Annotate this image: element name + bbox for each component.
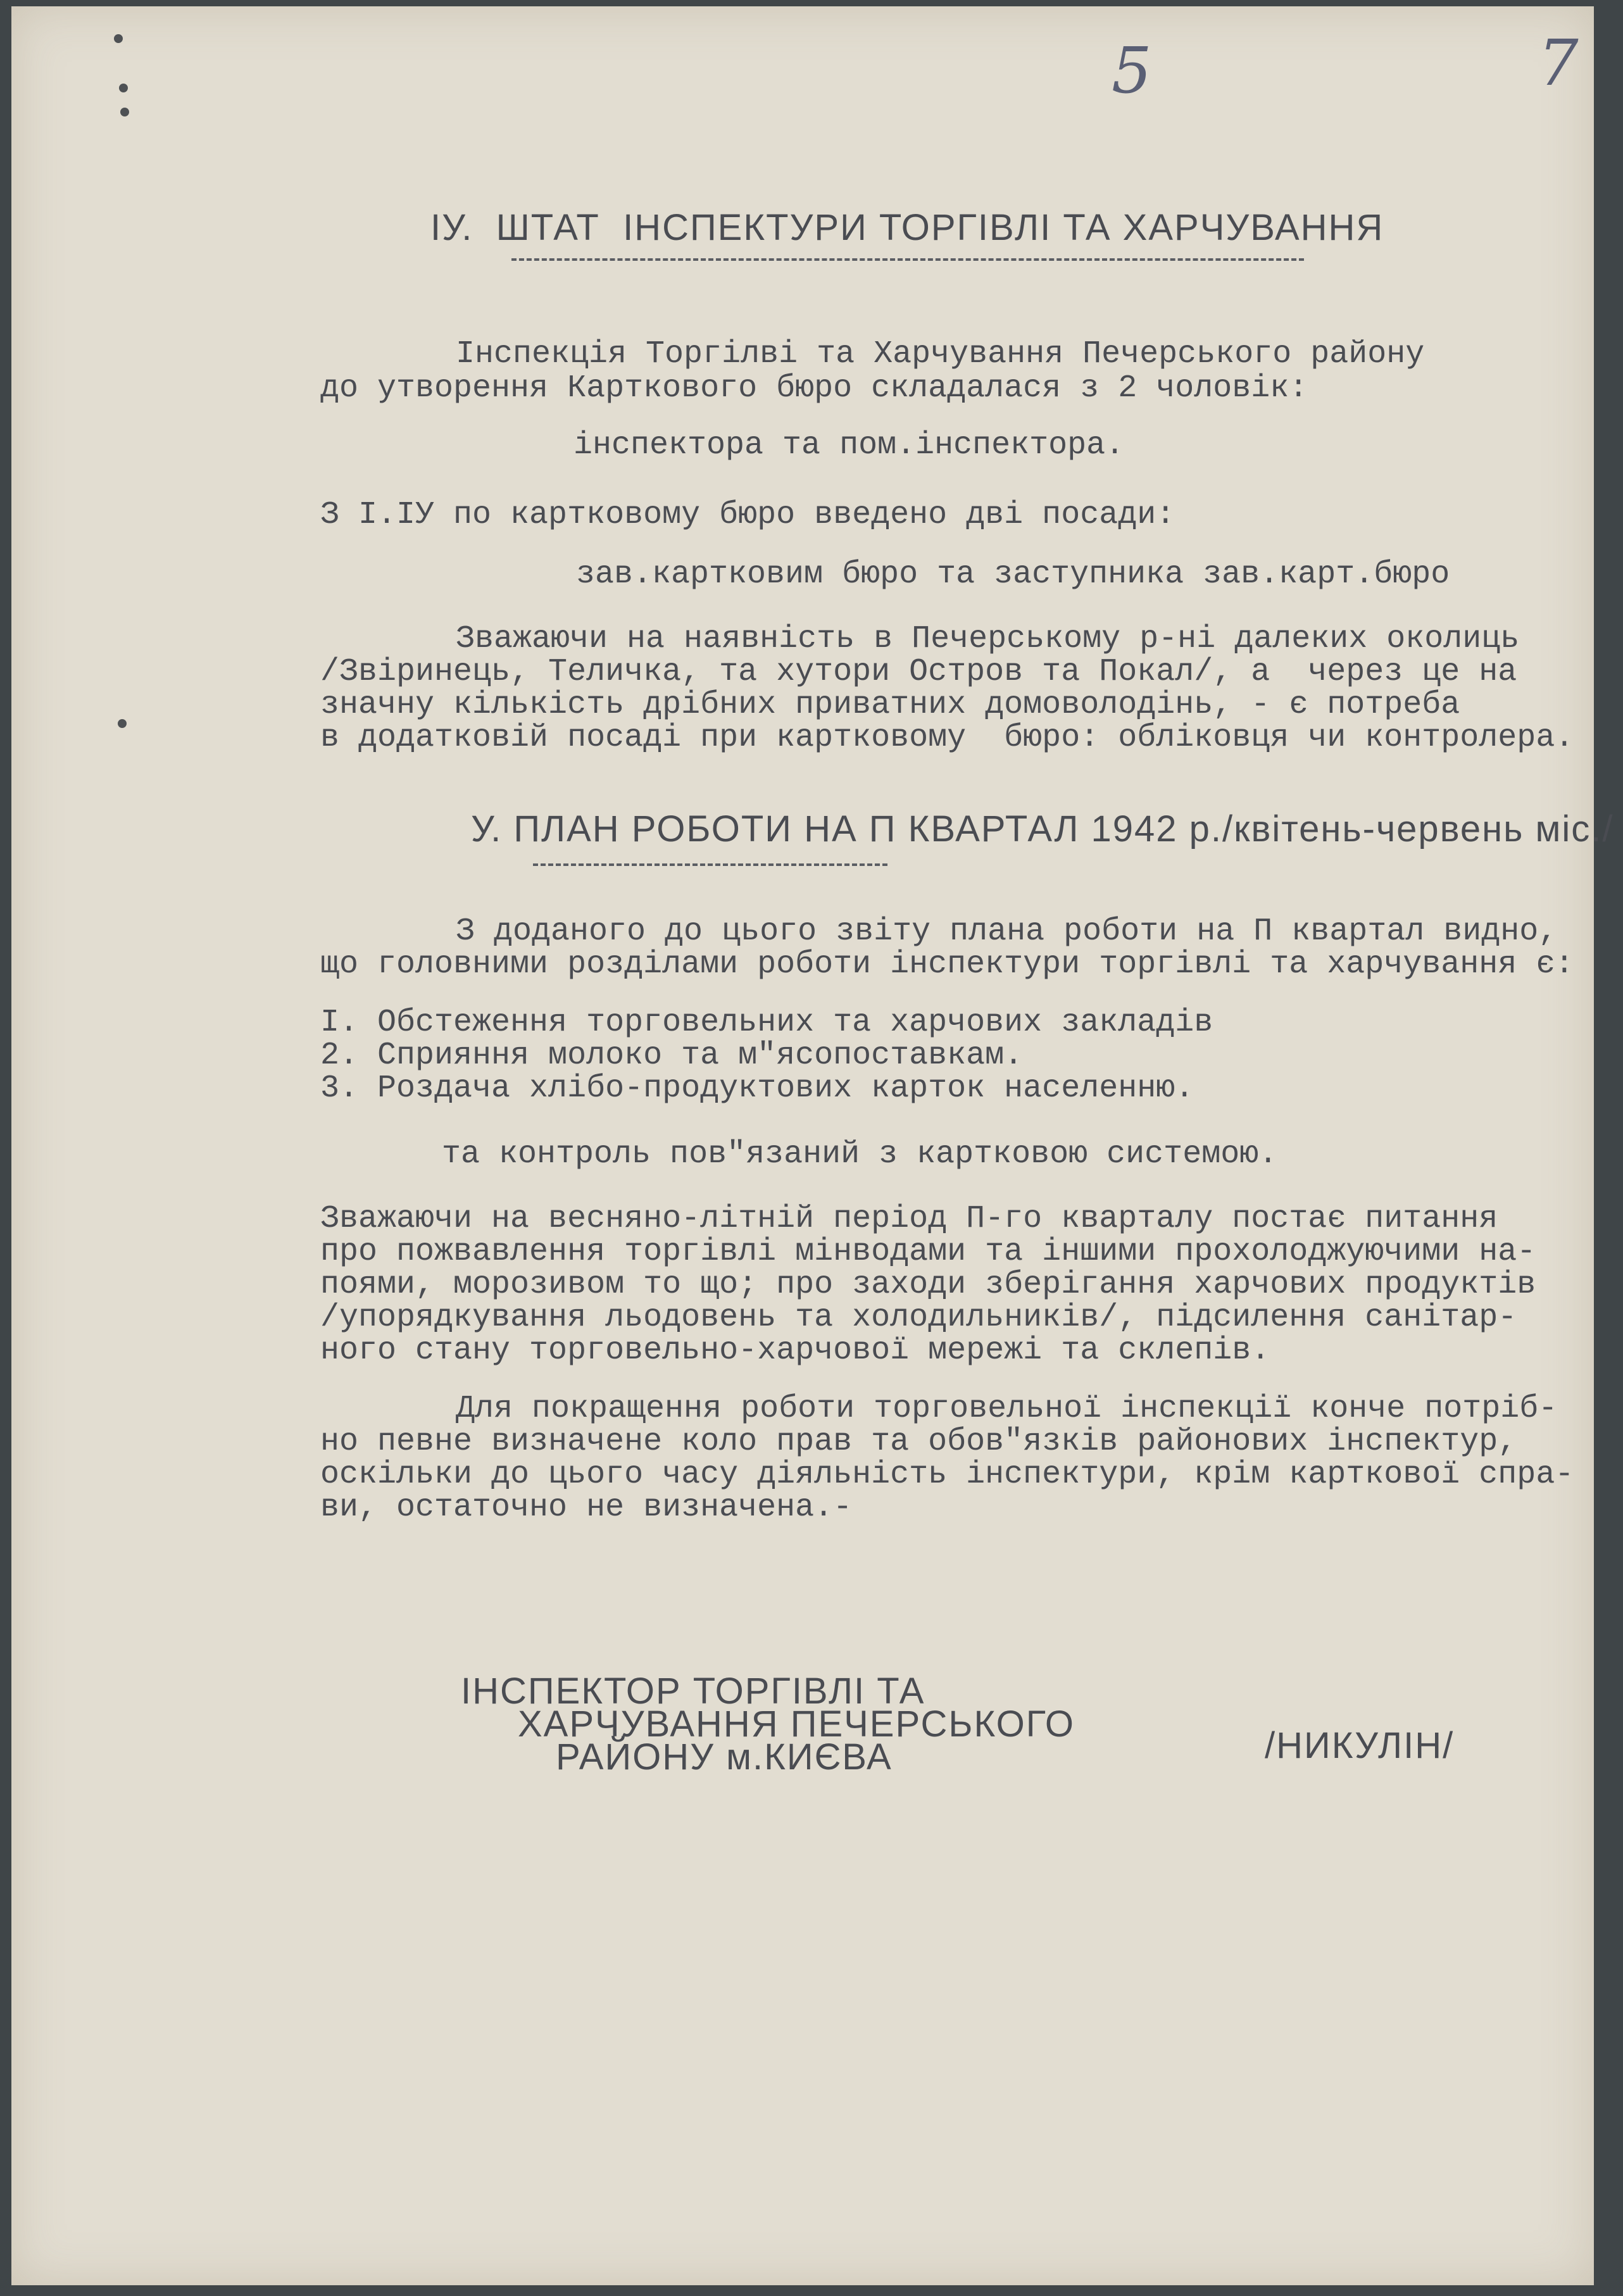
section-4-paragraph-line: до утворення Карткового бюро складалася з 2 чоловік: [320,370,1308,406]
section-4-paragraph-line: Зважаючи на наявність в Печерському р-ні далеких околиць [456,621,1520,657]
section-5-paragraph-line: ного стану торговельно-харчової мережі та склепів. [320,1333,1270,1369]
list-item: І. Обстеження торговельних та харчових закладів [320,1005,1213,1041]
section-4-paragraph-line: Інспекція Торгілві та Харчування Печерського району [456,336,1425,372]
section-5-paragraph-line: Зважаючи на весняно-літній період П-го кварталу постає питання [320,1201,1498,1237]
list-item: 3. Роздача хлібо-продуктових карток населенню. [320,1070,1194,1107]
punch-hole [114,34,123,43]
signature-title-line: РАЙОНУ м.КИЄВА [556,1736,893,1778]
section-5-paragraph-line: поями, морозивом то що; про заходи зберігання харчових продуктів [320,1267,1536,1303]
document-page [11,6,1614,2285]
signature-title-line: ІНСПЕКТОР ТОРГІВЛІ ТА [461,1671,925,1712]
list-item: 2. Сприяння молоко та м"ясопоставкам. [320,1038,1024,1074]
signatory-name: /НИКУЛІН/ [1265,1725,1455,1766]
handwritten-folio-number: 7 [1538,26,1579,100]
section-5-paragraph-line: ви, остаточно не визначена.- [320,1490,853,1526]
section-5-paragraph-line: що головними розділами роботи інспектури торгівлі та харчування є: [320,946,1574,982]
handwritten-page-number: 5 [1112,34,1152,108]
section-4-heading-underline [511,258,1304,261]
section-4-paragraph-line: /Звіринець, Теличка, та хутори Остров та Покал/, а через це на [320,654,1517,690]
section-5-heading-underline [533,863,887,866]
section-4-heading: IУ. ШТАТ ІНСПЕКТУРИ ТОРГІВЛІ ТА ХАРЧУВАННЯ [430,207,1384,248]
section-5-paragraph-line: Для покращення роботи торговельної інспекції конче потріб- [456,1391,1558,1427]
section-5-paragraph-line: но певне визначене коло прав та обов"язків районових інспектур, [320,1424,1517,1460]
control-line: та контроль пов"язаний з картковою системою. [442,1136,1278,1172]
punch-hole [119,84,128,92]
section-5-heading: У. ПЛАН РОБОТИ НА П КВАРТАЛ 1942 р./квітень-червень міс./ [471,808,1614,850]
section-4-paragraph-line: значну кількість дрібних приватних домоволодінь, - є потреба [320,687,1460,723]
section-5-paragraph-line: /упорядкування льодовень та холодильників/, підсилення санітар- [320,1300,1517,1336]
section-4-paragraph-line: З І.ІУ по картковому бюро введено дві посади: [320,497,1175,533]
section-5-paragraph-line: оскільки до цього часу діяльність інспектури, крім карткової спра- [320,1457,1574,1493]
section-5-paragraph-line: З доданого до цього звіту плана роботи на П квартал видно, [456,913,1558,950]
posts-line: зав.картковим бюро та заступника зав.карт.бюро [576,556,1450,593]
punch-hole [118,719,127,728]
signature-title-line: ХАРЧУВАННЯ ПЕЧЕРСЬКОГО [518,1703,1075,1745]
staff-line: інспектора та пом.інспектора. [573,427,1125,463]
section-4-paragraph-line: в додатковій посаді при картковому бюро: обліковця чи контролера. [320,720,1574,756]
punch-hole [120,108,129,116]
section-5-paragraph-line: про пожвавлення торгівлі мінводами та іншими прохолоджуючими на- [320,1234,1536,1270]
